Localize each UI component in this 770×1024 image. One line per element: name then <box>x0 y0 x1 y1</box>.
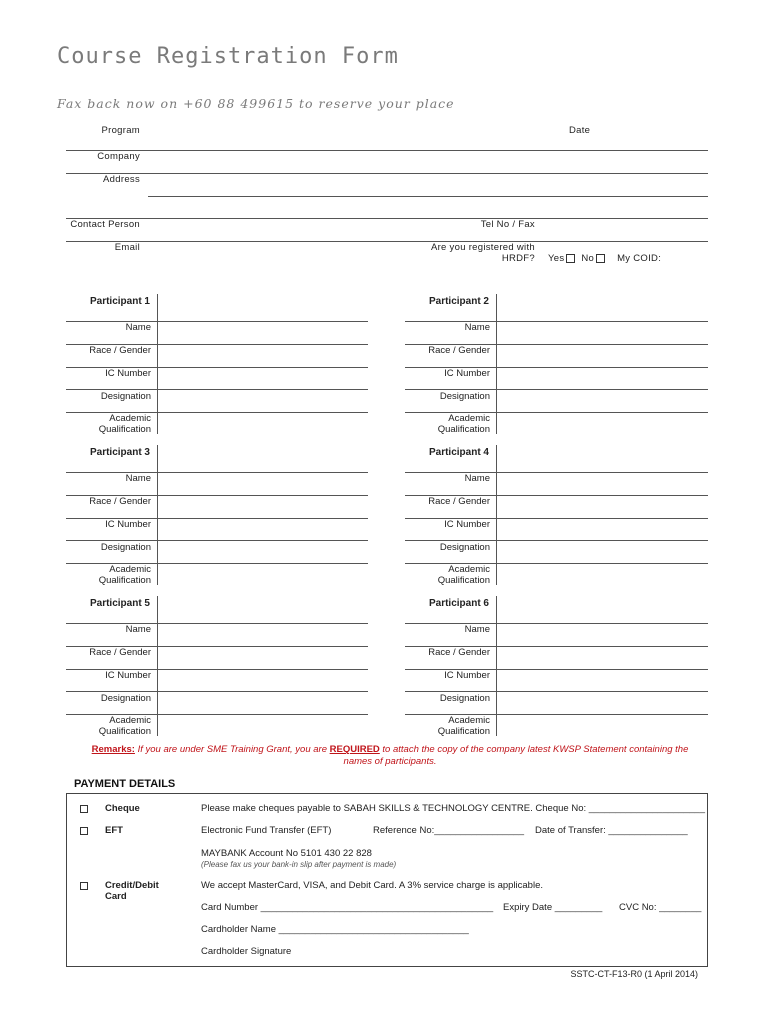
participant-title: Participant 2 <box>428 296 489 307</box>
hrdf-options <box>548 253 661 264</box>
participant-race-gender-label: Race / Gender <box>89 496 151 507</box>
participant-title: Participant 3 <box>89 447 150 458</box>
hrdf-no-checkbox[interactable] <box>596 254 605 263</box>
hrdf-yes-checkbox[interactable] <box>566 254 575 263</box>
academic-label-line1: Academic <box>448 715 490 726</box>
participant-field-line[interactable] <box>66 540 368 541</box>
remarks-label: Remarks: <box>91 744 135 755</box>
participant-name-label: Name <box>125 322 151 333</box>
participant-academic-label <box>51 413 151 435</box>
contact-person-label: Contact Person <box>70 219 140 230</box>
eft-date[interactable]: Date of Transfer: _______________ <box>535 825 688 836</box>
address-label: Address <box>103 174 140 185</box>
card-label-line2: Card <box>105 891 127 902</box>
participant-divider <box>496 294 497 434</box>
address-line-2[interactable] <box>66 218 708 219</box>
participant-race-gender-label: Race / Gender <box>428 496 490 507</box>
participant-academic-label <box>390 564 490 586</box>
participant-name-label: Name <box>125 624 151 635</box>
participant-name-label: Name <box>125 473 151 484</box>
participant-race-gender-label: Race / Gender <box>89 647 151 658</box>
tel-fax-label: Tel No / Fax <box>480 219 535 230</box>
participant-academic-label <box>51 715 151 737</box>
form-title: Course Registration Form <box>57 44 399 69</box>
participant-title: Participant 4 <box>428 447 489 458</box>
payment-heading: PAYMENT DETAILS <box>74 778 176 790</box>
participant-academic-label <box>390 413 490 435</box>
participant-academic-label <box>390 715 490 737</box>
coid-label: My COID: <box>617 253 662 264</box>
program-line[interactable] <box>66 150 708 151</box>
cheque-text: Please make cheques payable to SABAH SKILLS & TECHNOLOGY CENTRE. Cheque No: ______________________ <box>201 803 705 814</box>
card-number-field[interactable]: Card Number ____________________________________________ <box>201 902 494 913</box>
participant-name-label: Name <box>464 322 490 333</box>
participant-divider <box>157 445 158 585</box>
academic-label-line1: Academic <box>448 564 490 575</box>
participant-ic-label: IC Number <box>444 368 490 379</box>
participant-designation-label: Designation <box>439 391 490 402</box>
cheque-checkbox[interactable] <box>80 805 88 813</box>
participant-name-label: Name <box>464 624 490 635</box>
maybank-account: MAYBANK Account No 5101 430 22 828 <box>201 848 372 859</box>
academic-label-line2: Qualification <box>437 424 490 435</box>
address-line-1[interactable] <box>148 196 708 197</box>
participant-divider <box>157 294 158 434</box>
participant-designation-label: Designation <box>439 542 490 553</box>
participant-ic-label: IC Number <box>105 670 151 681</box>
participant-race-gender-label: Race / Gender <box>89 345 151 356</box>
hrdf-question-line2: HRDF? <box>501 253 535 264</box>
email-label: Email <box>114 242 140 253</box>
fax-instruction: Fax back now on +60 88 499615 to reserve your place <box>57 96 455 111</box>
participant-race-gender-label: Race / Gender <box>428 647 490 658</box>
company-label: Company <box>97 151 140 162</box>
academic-label-line1: Academic <box>448 413 490 424</box>
academic-label-line2: Qualification <box>98 575 151 586</box>
program-label: Program <box>101 125 140 136</box>
academic-label-line1: Academic <box>109 564 151 575</box>
hrdf-no-label: No <box>581 253 595 264</box>
academic-label-line2: Qualification <box>98 424 151 435</box>
participant-ic-label: IC Number <box>105 368 151 379</box>
participant-field-line[interactable] <box>66 691 368 692</box>
card-text: We accept MasterCard, VISA, and Debit Card. A 3% service charge is applicable. <box>201 880 543 891</box>
cardholder-name-field[interactable]: Cardholder Name ____________________________________ <box>201 924 469 935</box>
participant-race-gender-label: Race / Gender <box>428 345 490 356</box>
expiry-date-field[interactable]: Expiry Date _________ <box>503 902 603 913</box>
participant-divider <box>157 596 158 736</box>
participant-divider <box>496 445 497 585</box>
participant-field-line[interactable] <box>405 691 708 692</box>
remarks-text-c: names of participants. <box>343 756 437 767</box>
company-line[interactable] <box>66 173 708 174</box>
date-label: Date <box>569 125 591 136</box>
bank-slip-note: (Please fax us your bank-in slip after payment is made) <box>201 860 397 869</box>
payment-box <box>66 793 708 967</box>
card-label-line1: Credit/Debit <box>105 880 159 891</box>
cvc-field[interactable]: CVC No: ________ <box>619 902 702 913</box>
participant-designation-label: Designation <box>100 693 151 704</box>
academic-label-line2: Qualification <box>437 726 490 737</box>
cardholder-signature-field[interactable]: Cardholder Signature <box>201 946 292 957</box>
eft-reference[interactable]: Reference No:_________________ <box>373 825 525 836</box>
eft-label: EFT <box>105 825 123 836</box>
remarks-required: REQUIRED <box>329 744 380 755</box>
remarks-text-b: to attach the copy of the company latest KWSP Statement containing the <box>382 744 689 755</box>
participant-ic-label: IC Number <box>444 670 490 681</box>
participant-field-line[interactable] <box>405 389 708 390</box>
hrdf-yes-label: Yes <box>548 253 565 264</box>
academic-label-line1: Academic <box>109 715 151 726</box>
participant-designation-label: Designation <box>439 693 490 704</box>
participant-designation-label: Designation <box>100 391 151 402</box>
participant-field-line[interactable] <box>405 540 708 541</box>
card-checkbox[interactable] <box>80 882 88 890</box>
participant-ic-label: IC Number <box>444 519 490 530</box>
academic-label-line2: Qualification <box>98 726 151 737</box>
eft-checkbox[interactable] <box>80 827 88 835</box>
participant-title: Participant 5 <box>89 598 150 609</box>
remarks-text-a: If you are under SME Training Grant, you are <box>137 744 327 755</box>
remarks <box>80 744 700 768</box>
cheque-label: Cheque <box>105 803 140 814</box>
participant-title: Participant 6 <box>428 598 489 609</box>
participant-academic-label <box>51 564 151 586</box>
academic-label-line2: Qualification <box>437 575 490 586</box>
participant-ic-label: IC Number <box>105 519 151 530</box>
hrdf-question-line1: Are you registered with <box>430 242 535 253</box>
participant-field-line[interactable] <box>66 389 368 390</box>
participant-name-label: Name <box>464 473 490 484</box>
participant-divider <box>496 596 497 736</box>
participant-designation-label: Designation <box>100 542 151 553</box>
eft-text: Electronic Fund Transfer (EFT) <box>201 825 332 836</box>
academic-label-line1: Academic <box>109 413 151 424</box>
form-code: SSTC-CT-F13-R0 (1 April 2014) <box>570 969 698 979</box>
participant-title: Participant 1 <box>89 296 150 307</box>
contact-line[interactable] <box>66 241 708 242</box>
